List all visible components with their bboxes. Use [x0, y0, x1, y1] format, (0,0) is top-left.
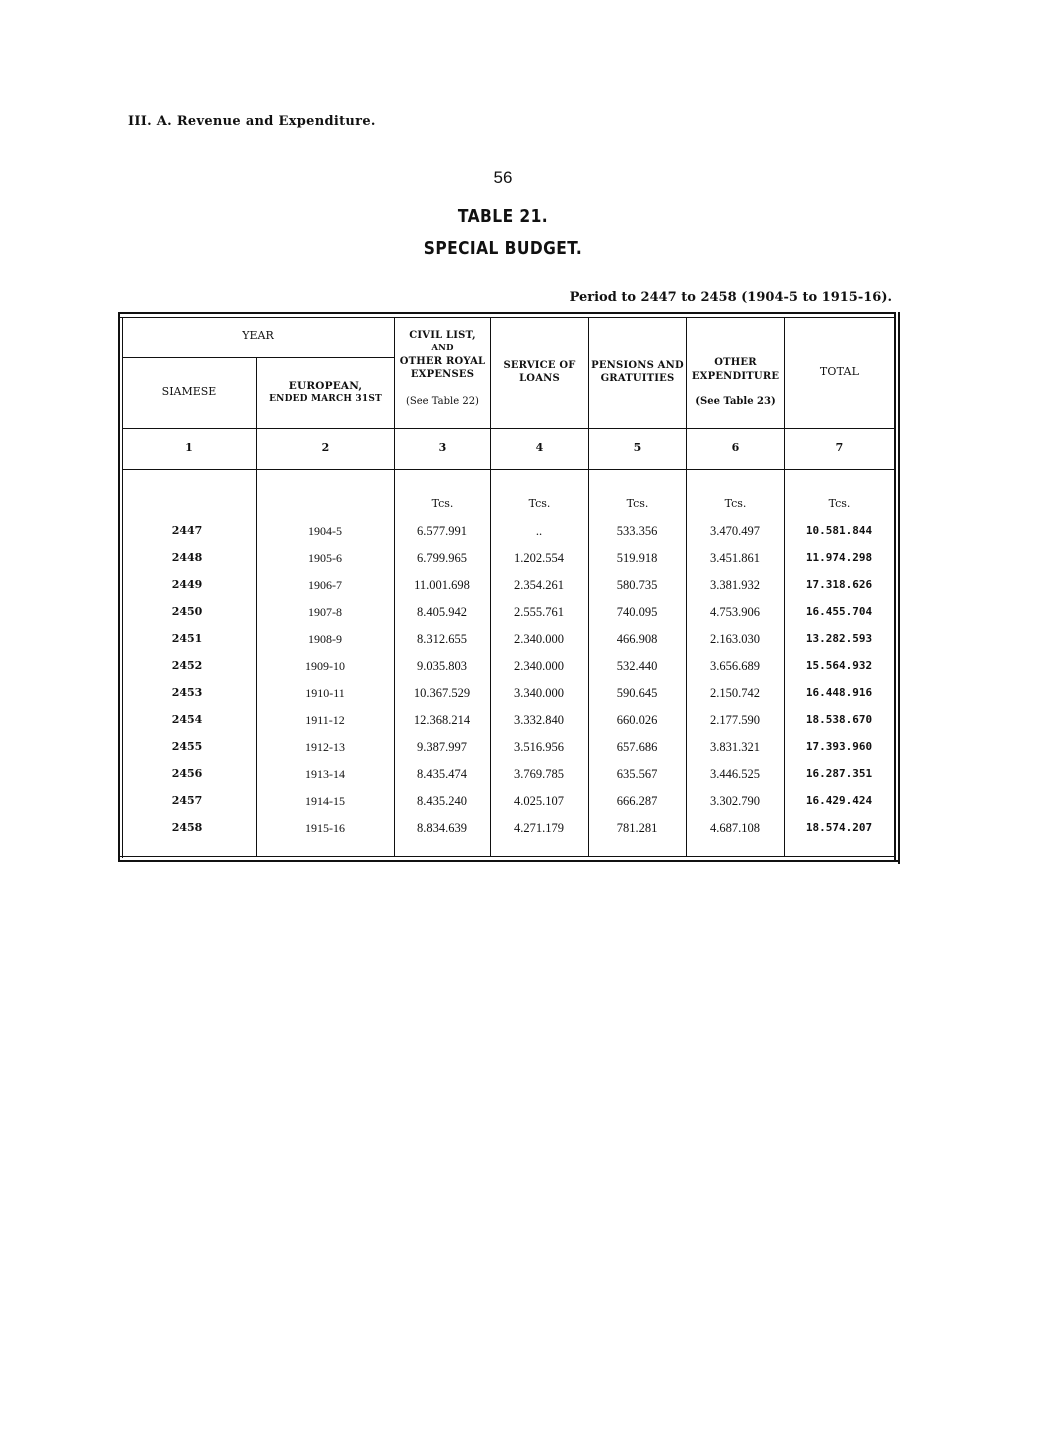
table-row: [118, 713, 900, 739]
cell-total: 15.564.932: [805, 659, 873, 672]
table-row: [118, 524, 900, 550]
table-subtitle: SPECIAL BUDGET.: [423, 238, 583, 259]
cell-pensions: 657.686: [616, 740, 658, 754]
cell-loans: 1.202.554: [514, 551, 564, 565]
table-row: [118, 605, 900, 631]
cell-loans: 2.340.000: [514, 632, 564, 646]
cell-total: 13.282.593: [805, 632, 873, 645]
cell-pensions: 519.918: [616, 551, 658, 565]
cell-pensions: 533.356: [616, 524, 658, 538]
cell-total: 16.287.351: [805, 767, 873, 780]
cell-other: 4.687.108: [710, 821, 760, 835]
cell-other: 3.470.497: [710, 524, 760, 538]
cell-siamese: 2449: [171, 578, 203, 591]
section-heading: III. A. Revenue and Expenditure.: [128, 114, 376, 129]
column-number-4: 4: [535, 441, 544, 454]
header-year: YEAR: [242, 329, 274, 342]
cell-pensions: 666.287: [616, 794, 658, 808]
header-pensions-2: GRATUITIES: [600, 373, 675, 384]
cell-loans: 3.340.000: [514, 686, 564, 700]
cell-other: 3.656.689: [710, 659, 760, 673]
cell-other: 3.831.321: [710, 740, 760, 754]
table-row: [118, 578, 900, 604]
header-siamese: SIAMESE: [161, 385, 217, 398]
header-bottom-rule: [122, 428, 894, 429]
header-civil-4: EXPENSES: [410, 369, 475, 380]
unit-label-total: Tcs.: [828, 497, 851, 510]
cell-siamese: 2454: [171, 713, 203, 726]
cell-civil: 6.577.991: [417, 524, 467, 538]
cell-total: 18.538.670: [805, 713, 873, 726]
cell-other: 2.163.030: [710, 632, 760, 646]
cell-total: 17.393.960: [805, 740, 873, 753]
cell-pensions: 590.645: [616, 686, 658, 700]
page-number: 56: [493, 168, 513, 187]
cell-siamese: 2451: [171, 632, 203, 645]
cell-other: 3.302.790: [710, 794, 760, 808]
cell-loans: 2.555.761: [514, 605, 564, 619]
cell-other: 3.451.861: [710, 551, 760, 565]
table-row: [118, 632, 900, 658]
cell-pensions: 466.908: [616, 632, 658, 646]
column-number-5: 5: [633, 441, 642, 454]
cell-pensions: 660.026: [616, 713, 658, 727]
cell-loans: 2.340.000: [514, 659, 564, 673]
cell-total: 18.574.207: [805, 821, 873, 834]
cell-total: 10.581.844: [805, 524, 873, 537]
cell-loans: 4.271.179: [514, 821, 564, 835]
table-row: [118, 659, 900, 685]
cell-european: 1905-6: [308, 551, 342, 565]
cell-pensions: 740.095: [616, 605, 658, 619]
cell-european: 1906-7: [308, 578, 342, 592]
table-row: [118, 740, 900, 766]
cell-siamese: 2448: [171, 551, 203, 564]
cell-siamese: 2456: [171, 767, 203, 780]
cell-civil: 8.405.942: [417, 605, 467, 619]
cell-total: 11.974.298: [805, 551, 873, 564]
header-other-ref: (See Table 23): [695, 396, 776, 407]
header-civil-3: OTHER ROYAL: [399, 356, 486, 367]
cell-european: 1909-10: [305, 659, 345, 673]
header-other-2: EXPENDITURE: [691, 371, 780, 382]
table-row: [118, 767, 900, 793]
cell-total: 16.429.424: [805, 794, 873, 807]
cell-siamese: 2453: [171, 686, 203, 699]
cell-other: 2.150.742: [710, 686, 760, 700]
cell-siamese: 2447: [171, 524, 203, 537]
cell-siamese: 2457: [171, 794, 203, 807]
table-row: [118, 551, 900, 577]
cell-siamese: 2455: [171, 740, 203, 753]
header-civil-ref: (See Table 22): [406, 396, 479, 407]
table-row: [118, 686, 900, 712]
cell-civil: 11.001.698: [414, 578, 470, 592]
column-number-3: 3: [438, 441, 447, 454]
cell-pensions: 532.440: [616, 659, 658, 673]
cell-siamese: 2450: [171, 605, 203, 618]
cell-other: 4.753.906: [710, 605, 760, 619]
cell-pensions: 635.567: [616, 767, 658, 781]
column-number-1: 1: [185, 441, 193, 454]
cell-loans: 3.332.840: [514, 713, 564, 727]
cell-european: 1910-11: [305, 686, 345, 700]
top-rule-thin: [118, 317, 896, 318]
header-civil-1: CIVIL LIST,: [409, 330, 476, 341]
cell-siamese: 2458: [171, 821, 203, 834]
header-total: TOTAL: [819, 365, 860, 378]
cell-civil: 9.387.997: [417, 740, 467, 754]
cell-loans: 4.025.107: [514, 794, 564, 808]
cell-european: 1907-8: [308, 605, 342, 619]
special-budget-table: [118, 312, 900, 864]
column-number-2: 2: [321, 441, 330, 454]
cell-other: 3.446.525: [710, 767, 760, 781]
unit-label-pensions: Tcs.: [626, 497, 649, 510]
cell-civil: 8.435.240: [417, 794, 467, 808]
column-number-6: 6: [731, 441, 740, 454]
header-other-1: OTHER: [714, 357, 757, 368]
cell-civil: 8.435.474: [417, 767, 467, 781]
cell-siamese: 2452: [171, 659, 203, 672]
cell-loans: 2.354.261: [514, 578, 564, 592]
cell-total: 16.455.704: [805, 605, 873, 618]
unit-label-other: Tcs.: [724, 497, 747, 510]
cell-civil: 8.312.655: [417, 632, 467, 646]
cell-loans: ..: [535, 524, 543, 538]
header-civil-2: AND: [431, 343, 454, 353]
unit-label-loans: Tcs.: [528, 497, 551, 510]
cell-civil: 10.367.529: [413, 686, 471, 700]
cell-civil: 12.368.214: [413, 713, 471, 727]
cell-european: 1914-15: [305, 794, 345, 808]
cell-other: 3.381.932: [710, 578, 760, 592]
cell-total: 16.448.916: [805, 686, 873, 699]
cell-loans: 3.516.956: [514, 740, 564, 754]
header-pensions-1: PENSIONS AND: [591, 360, 684, 371]
cell-pensions: 781.281: [616, 821, 658, 835]
year-underline: [122, 357, 394, 358]
header-european-2: ENDED MARCH 31ST: [269, 394, 382, 404]
colnum-bottom-rule: [122, 469, 894, 470]
cell-pensions: 580.735: [616, 578, 658, 592]
bottom-rule-thin: [118, 856, 896, 857]
table-row: [118, 794, 900, 820]
header-loans-2: LOANS: [519, 373, 560, 384]
bottom-rule-thick: [118, 860, 900, 862]
column-number-7: 7: [835, 441, 844, 454]
header-european-1: EUROPEAN,: [288, 380, 363, 392]
table-title: TABLE 21.: [457, 206, 549, 227]
cell-civil: 8.834.639: [417, 821, 467, 835]
cell-other: 2.177.590: [710, 713, 760, 727]
cell-loans: 3.769.785: [514, 767, 564, 781]
cell-european: 1911-12: [305, 713, 345, 727]
header-loans-1: SERVICE OF: [503, 360, 576, 371]
cell-european: 1913-14: [305, 767, 345, 781]
cell-civil: 6.799.965: [417, 551, 467, 565]
cell-european: 1915-16: [305, 821, 345, 835]
cell-total: 17.318.626: [805, 578, 873, 591]
top-rule-thick: [118, 312, 896, 314]
unit-label-civil: Tcs.: [431, 497, 454, 510]
cell-european: 1904-5: [308, 524, 342, 538]
cell-civil: 9.035.803: [417, 659, 467, 673]
cell-european: 1908-9: [308, 632, 342, 646]
cell-european: 1912-13: [305, 740, 345, 754]
period-caption: Period to 2447 to 2458 (1904-5 to 1915-16).: [569, 290, 892, 305]
table-row: [118, 821, 900, 847]
